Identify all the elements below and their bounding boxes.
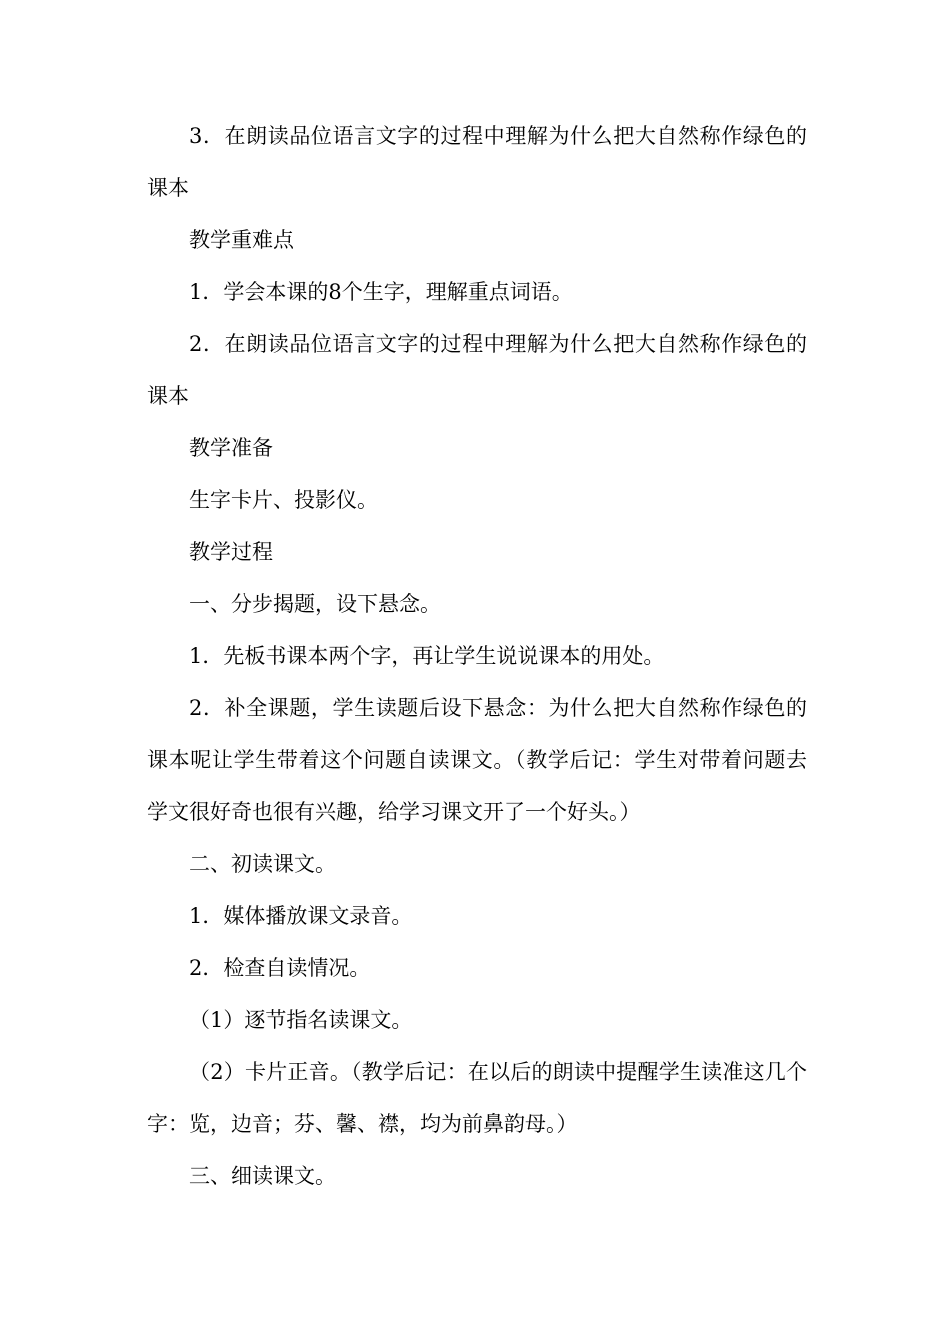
paragraph-step-1-2: 2．补全课题，学生读题后设下悬念：为什么把大自然称作绿色的课本呢让学生带着这个问题自读课文。（教学后记：学生对带着问题去学文很好奇也很有兴趣，给学习课文开了一个好头。） xyxy=(147,696,807,824)
paragraph-key-point-2: 2．在朗读品位语言文字的过程中理解为什么把大自然称作绿色的课本 xyxy=(147,332,807,408)
paragraph-key-point-1: 1．学会本课的8个生字，理解重点词语。 xyxy=(189,280,573,304)
paragraph-objective-3: 3．在朗读品位语言文字的过程中理解为什么把大自然称作绿色的课本 xyxy=(147,124,807,200)
paragraph-step-2-2: 2．检查自读情况。 xyxy=(189,956,371,980)
paragraph-step-2-1: 1．媒体播放课文录音。 xyxy=(189,904,413,928)
heading-preparation: 教学准备 xyxy=(189,436,273,460)
paragraph-substep-1: （1）逐节指名读课文。 xyxy=(189,1008,413,1032)
document-page xyxy=(147,110,807,1202)
section-heading-3: 三、细读课文。 xyxy=(189,1164,336,1188)
paragraph-preparation: 生字卡片、投影仪。 xyxy=(189,488,378,512)
section-heading-2: 二、初读课文。 xyxy=(189,852,336,876)
heading-process: 教学过程 xyxy=(189,540,273,564)
section-heading-1: 一、分步揭题，设下悬念。 xyxy=(189,592,441,616)
paragraph-substep-2: （2）卡片正音。（教学后记：在以后的朗读中提醒学生读准这几个字：览，边音；芬、馨、襟，均为前鼻韵母。） xyxy=(147,1060,807,1136)
paragraph-step-1-1: 1．先板书课本两个字，再让学生说说课本的用处。 xyxy=(189,644,665,668)
heading-key-difficult-points: 教学重难点 xyxy=(189,228,294,252)
